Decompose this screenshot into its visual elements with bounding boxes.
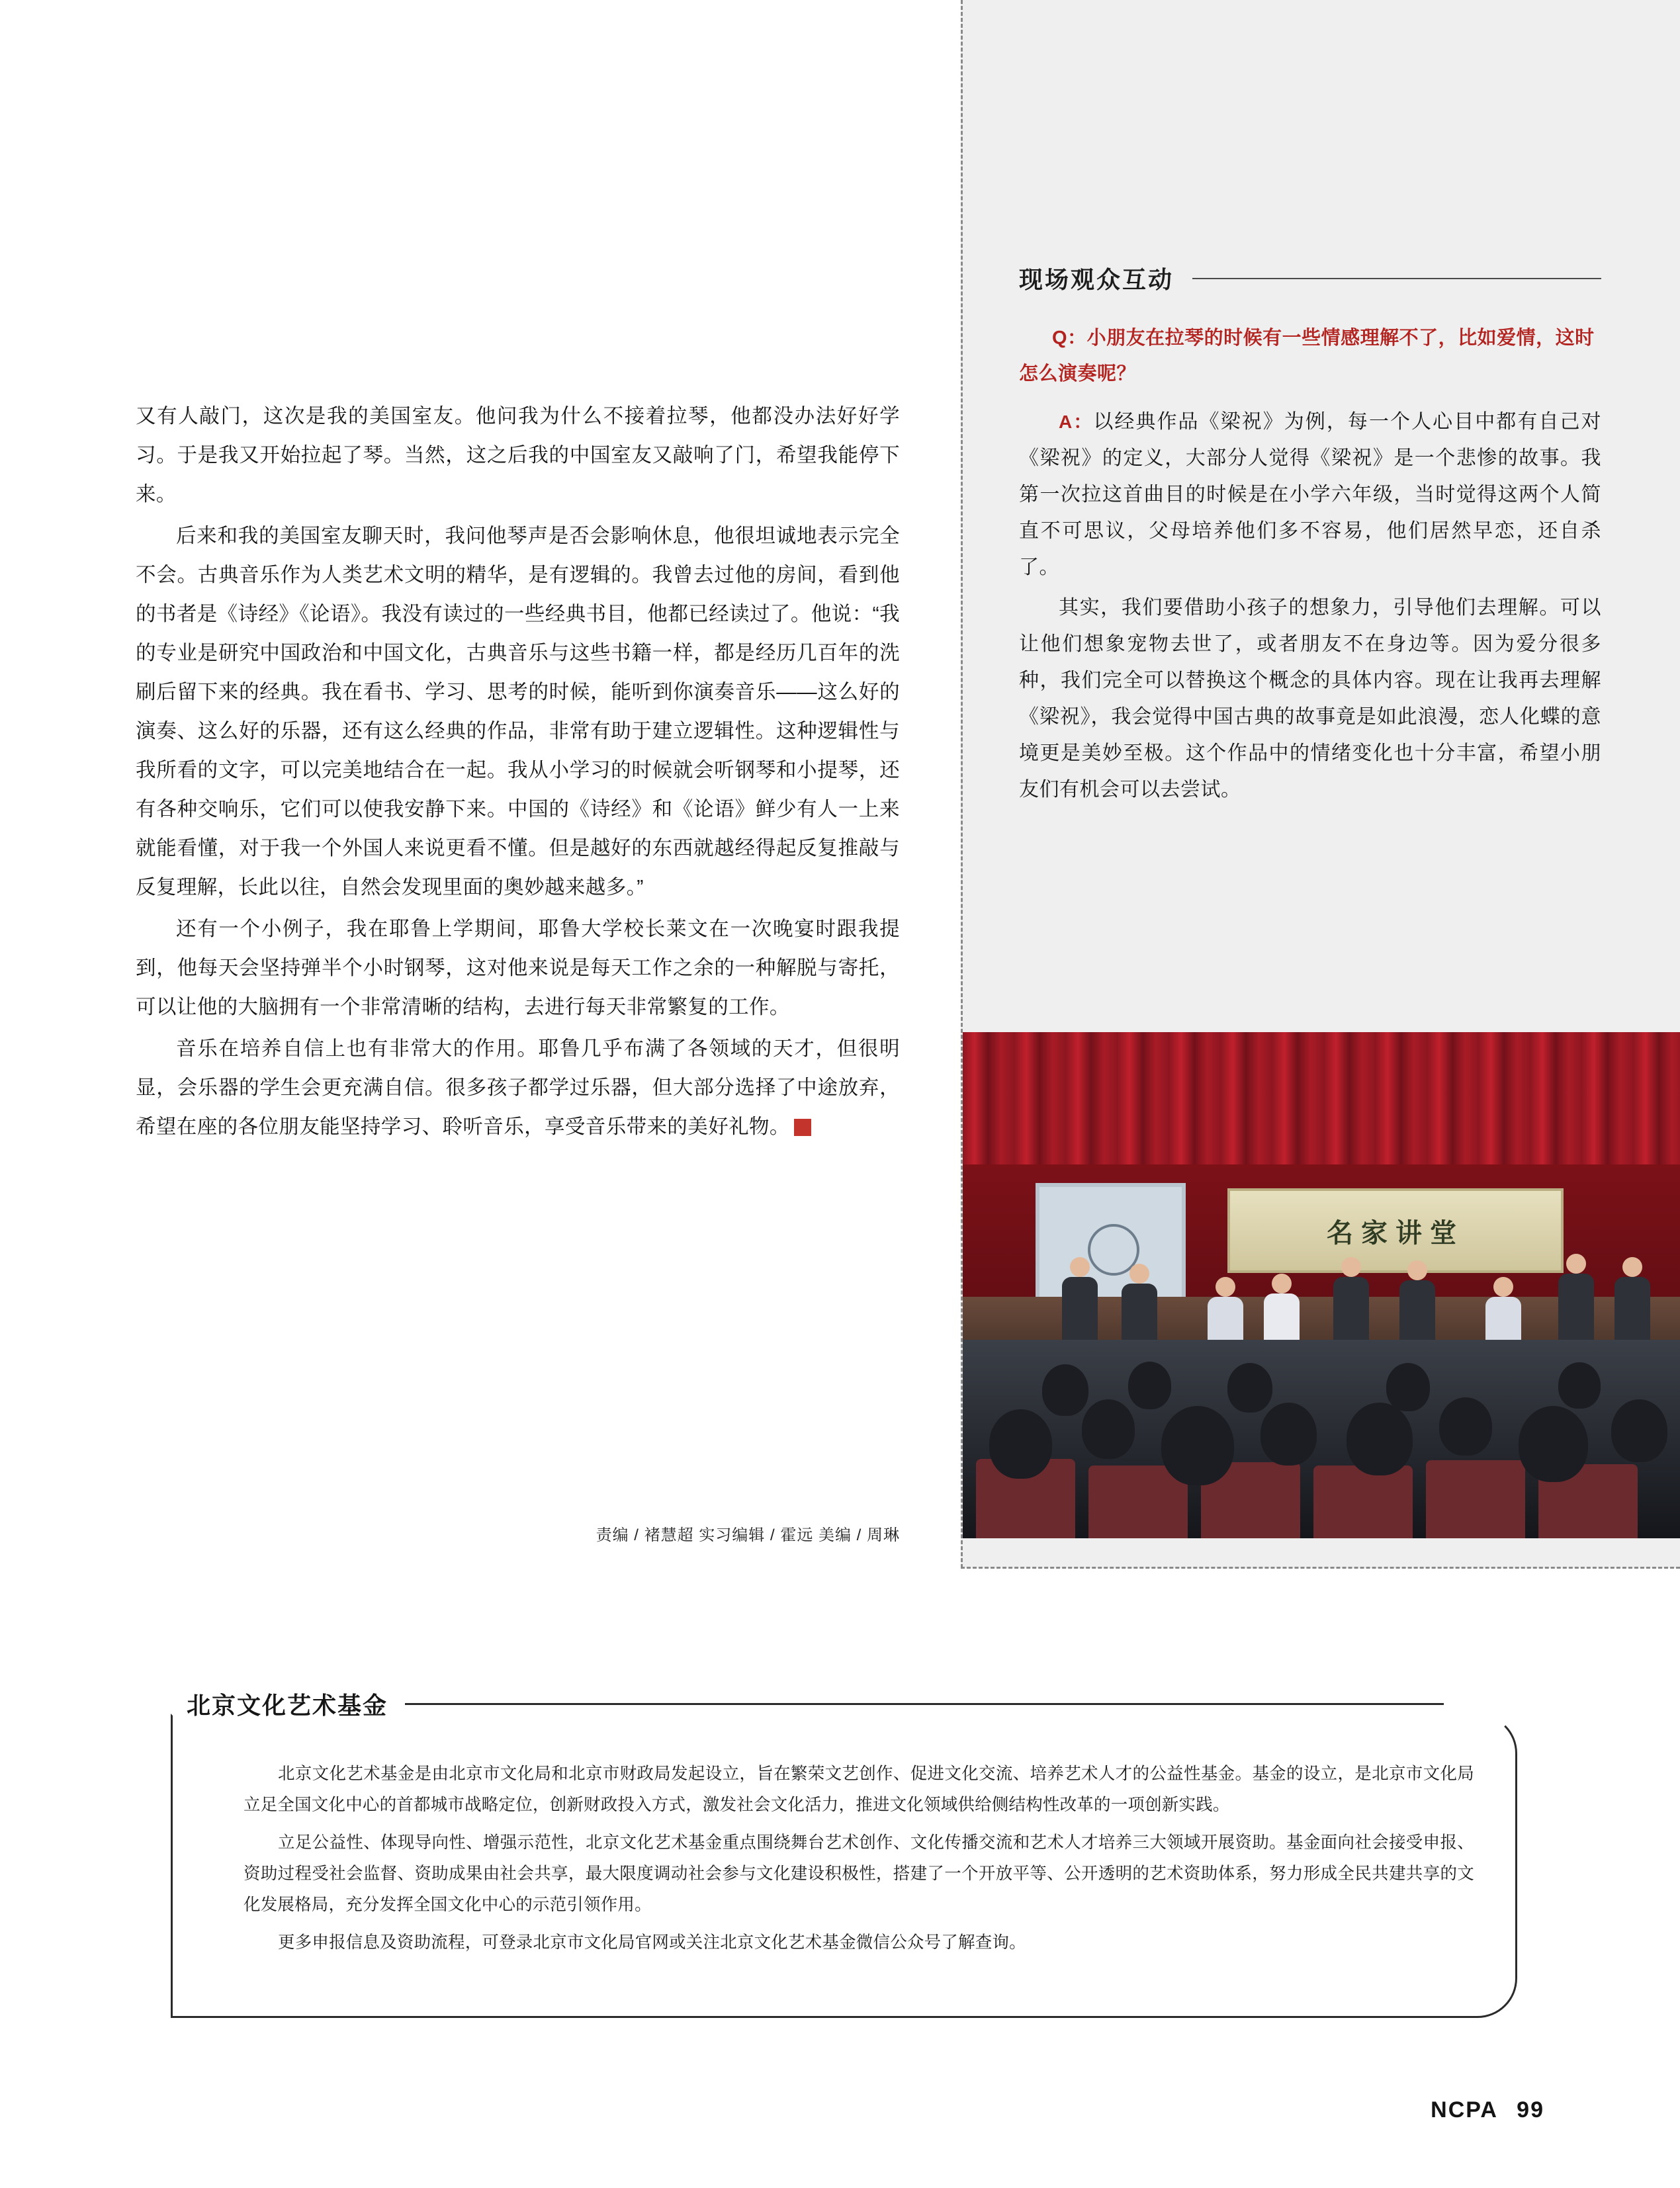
fund-body	[243, 1759, 1474, 1965]
audience-head	[1227, 1363, 1272, 1413]
fund-title-row	[187, 1687, 1450, 1721]
audience-head	[1128, 1362, 1171, 1409]
audience-head	[1439, 1397, 1492, 1456]
audience-head	[1386, 1363, 1430, 1411]
page-footer	[1431, 2097, 1544, 2123]
article-paragraph-last	[136, 1029, 900, 1147]
answer-paragraph: 其实，我们要借助小孩子的想象力，引导他们去理解。可以让他们想象宠物去世了，或者朋友不在身边等。因为爱分很多种，我们完全可以替换这个概念的具体内容。现在让我再去理解《梁祝》，我会觉得中国古典的故事竟是如此浪漫，恋人化蝶的意境更是美妙至极。这个作品中的情绪变化也十分丰富，希望小朋友们有机会可以去尝试。	[1019, 597, 1601, 801]
fund-paragraph: 立足公益性、体现导向性、增强示范性，北京文化艺术基金重点围绕舞台艺术创作、文化传播交流和艺术人才培养三大领域开展资助。基金面向社会接受申报、资助过程受社会监督、资助成果由社会共享，最大限度调动社会参与文化建设积极性，搭建了一个开放平等、公开透明的艺术资助体系，努力形成全民共建共享的文化发展格局，充分发挥全国文化中心的示范引领作用。	[243, 1833, 1474, 1914]
projection-screen	[1036, 1183, 1186, 1310]
fund-title: 北京文化艺术基金	[187, 1687, 405, 1721]
audience-head	[989, 1409, 1052, 1479]
answer-paragraph-first	[1019, 404, 1601, 586]
audience-head	[1260, 1403, 1317, 1466]
page-number: 99	[1517, 2097, 1544, 2122]
stage-curtain	[963, 1032, 1680, 1184]
question-text: 小朋友在拉琴的时候有一些情感理解不了，比如爱情，这时怎么演奏呢？	[1019, 328, 1595, 384]
audience-head	[1611, 1399, 1667, 1462]
stage-banner	[1227, 1188, 1564, 1273]
end-mark-icon: 终	[794, 1119, 811, 1136]
answer-text: 以经典作品《梁祝》为例，每一个人心目中都有自己对《梁祝》的定义，大部分人觉得《梁祝》是一个悲惨的故事。我第一次拉这首曲目的时候是在小学六年级，当时觉得这两个人简直不可思议，父母培养他们多不容易，他们居然早恋，还自杀了。	[1019, 411, 1601, 578]
audience-head	[1082, 1399, 1135, 1459]
audience-head	[1161, 1406, 1234, 1485]
footer-brand: NCPA	[1431, 2097, 1497, 2122]
stage-banner-text: 名家讲堂	[1327, 1218, 1464, 1248]
section-title-rule	[1192, 278, 1601, 279]
article-paragraph: 还有一个小例子，我在耶鲁上学期间，耶鲁大学校长莱文在一次晚宴时跟我提到，他每天会坚持弹半个小时钢琴，这对他来说是每天工作之余的一种解脱与寄托，可以让他的大脑拥有一个非常清晰的结构，去进行每天非常繁复的工作。	[136, 918, 900, 1018]
seat	[1313, 1466, 1413, 1538]
audience-interaction-section	[1019, 261, 1601, 812]
fund-paragraph: 北京文化艺术基金是由北京市文化局和北京市财政局发起设立，旨在繁荣文艺创作、促进文化交流、培养艺术人才的公益性基金。基金的设立，是北京市文化局立足全国文化中心的首都城市战略定位，创新财政投入方式，激发社会文化活力，推进文化领域供给侧结构性改革的一项创新实践。	[243, 1765, 1474, 1814]
fund-section	[171, 1687, 1517, 2018]
section-title: 现场观众互动	[1019, 266, 1174, 293]
audience-head	[1558, 1362, 1601, 1409]
article-paragraph-text: 音乐在培养自信上也有非常大的作用。耶鲁几乎布满了各领域的天才，但很明显，会乐器的学生会更充满自信。很多孩子都学过乐器，但大部分选择了中途放弃，希望在座的各位朋友能坚持学习、聆听音乐，享受音乐带来的美好礼物。	[136, 1037, 900, 1138]
audience-head	[1519, 1406, 1588, 1482]
audience-head	[1042, 1364, 1088, 1416]
article-paragraph: 又有人敲门，这次是我的美国室友。他问我为什么不接着拉琴，他都没办法好好学习。于是我又开始拉起了琴。当然，这之后我的中国室友又敲响了门，希望我能停下来。	[136, 405, 900, 505]
editorial-credit: 责编 / 褚慧超 实习编辑 / 霍远 美编 / 周琳	[596, 1526, 900, 1544]
question-block	[1019, 320, 1601, 392]
answer-label: A：	[1059, 412, 1094, 432]
audience-head	[1347, 1403, 1413, 1475]
seat	[1426, 1460, 1525, 1538]
concert-photo	[963, 1032, 1680, 1538]
article-paragraph: 后来和我的美国室友聊天时，我问他琴声是否会影响休息，他很坦诚地表示完全不会。古典音乐作为人类艺术文明的精华，是有逻辑的。我曾去过他的房间，看到他的书者是《诗经》《论语》。我没有读过的一些经典书目，他都已经读过了。他说：“我的专业是研究中国政治和中国文化，古典音乐与这些书籍一样，都是经历几百年的洗刷后留下来的经典。我在看书、学习、思考的时候，能听到你演奏音乐——这么好的演奏、这么好的乐器，还有这么经典的作品，非常有助于建立逻辑性。这种逻辑性与我所看的文字，可以完美地结合在一起。我从小学习的时候就会听钢琴和小提琴，还有各种交响乐，它们可以使我安静下来。中国的《诗经》和《论语》鲜少有人一上来就能看懂，对于我一个外国人来说更看不懂。但是越好的东西就越经得起反复推敲与反复理解，长此以往，自然会发现里面的奥妙越来越多。”	[136, 525, 900, 898]
article-body	[136, 397, 900, 1149]
audience-area	[963, 1340, 1680, 1538]
question-label: Q：	[1052, 328, 1087, 349]
section-header	[1019, 261, 1601, 295]
sidebar-dashed-divider-bottom	[961, 1567, 1680, 1569]
fund-paragraph: 更多申报信息及资助流程，可登录北京市文化局官网或关注北京文化艺术基金微信公众号了解查询。	[278, 1933, 1026, 1952]
fund-title-rule	[405, 1703, 1444, 1705]
